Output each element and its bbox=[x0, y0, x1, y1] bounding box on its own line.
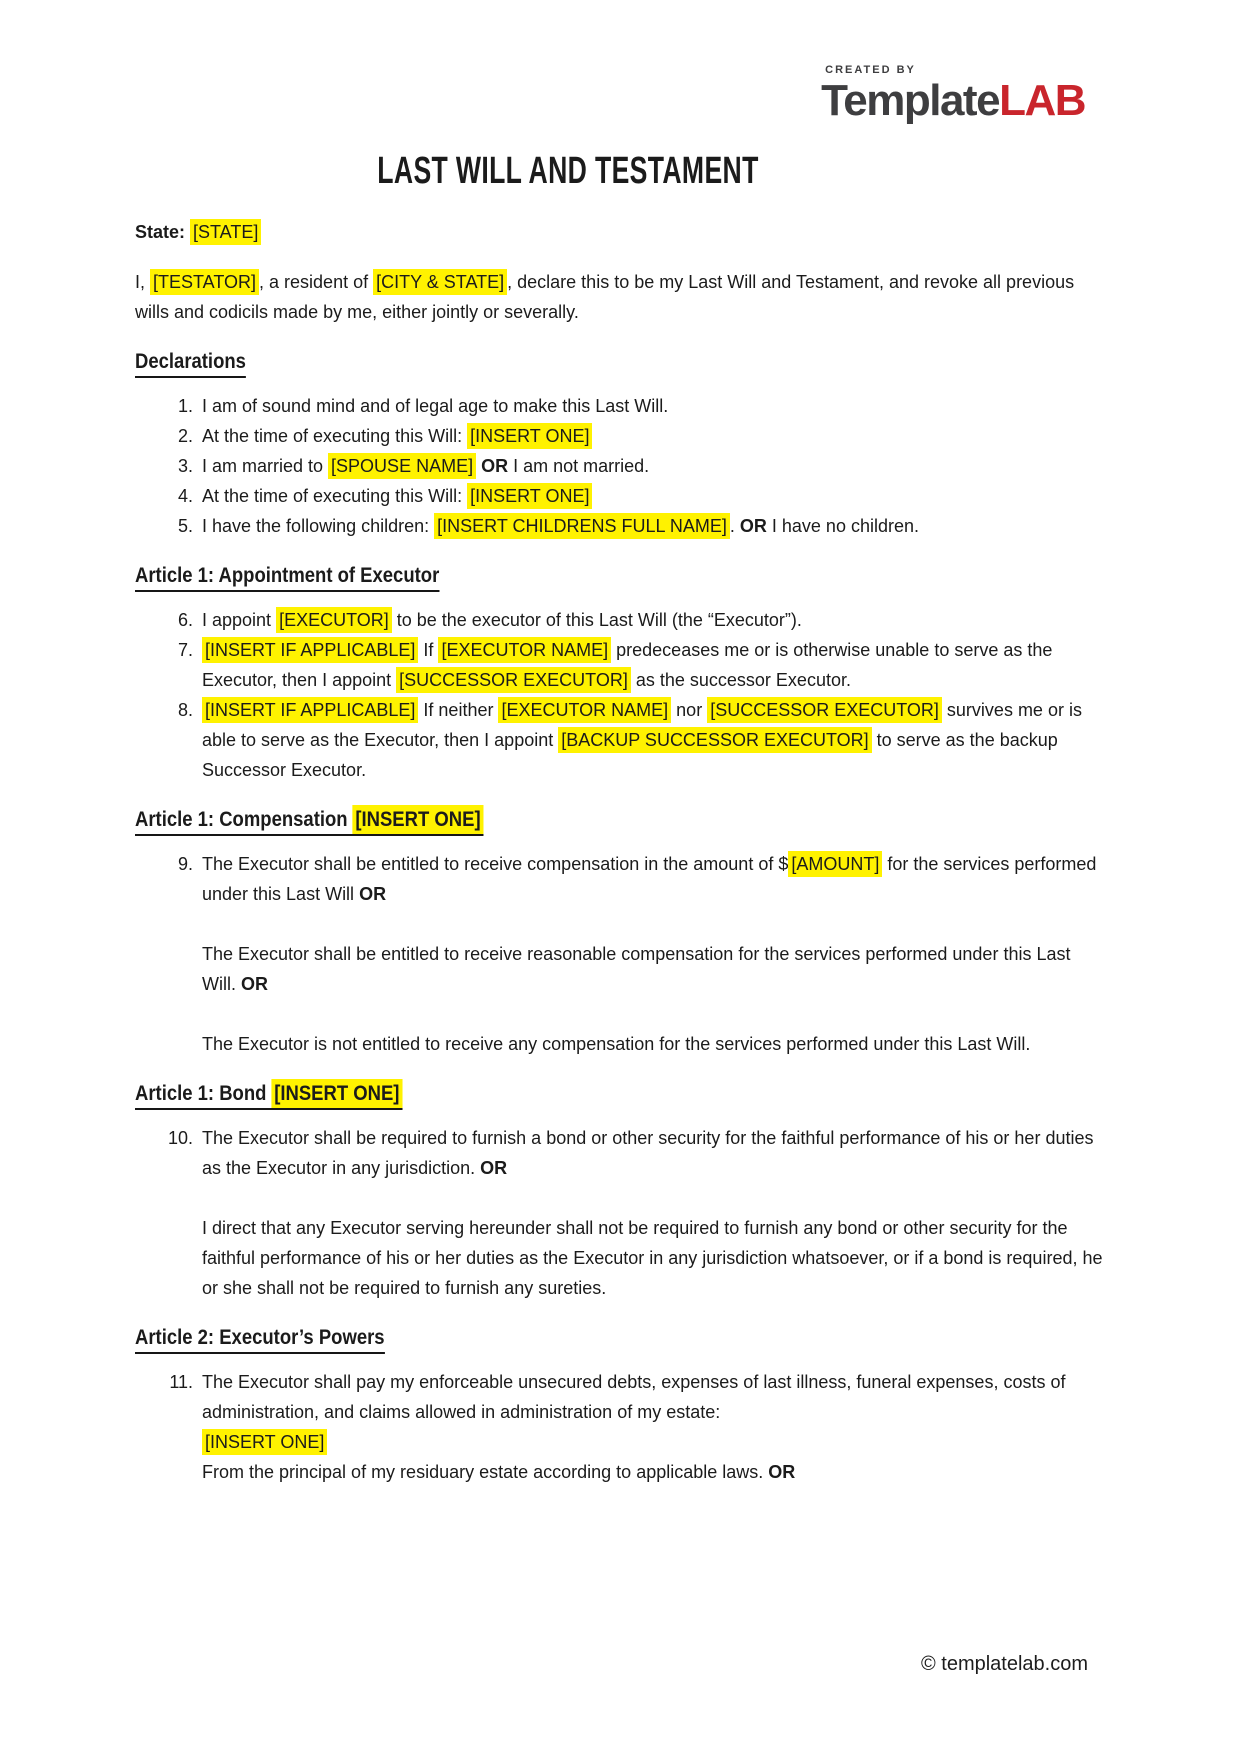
text-run: to be the executor of this Last Will (the “Executor”). bbox=[391, 610, 802, 630]
list-item-text bbox=[202, 1123, 1105, 1183]
placeholder-amount[interactable]: [AMOUNT] bbox=[788, 851, 882, 877]
copyright-text: © templatelab.com bbox=[920, 1653, 1088, 1675]
text-run: Article 1: Appointment of Executor bbox=[135, 564, 440, 587]
bond-item-10 bbox=[135, 1123, 1105, 1183]
heading-text bbox=[135, 1326, 385, 1354]
declaration-item-2 bbox=[135, 421, 1105, 451]
heading-text bbox=[135, 1082, 402, 1110]
compensation-option-2 bbox=[202, 939, 1105, 999]
list-number: 9. bbox=[177, 854, 193, 874]
declaration-item-1 bbox=[135, 391, 1105, 421]
text-run: as the successor Executor. bbox=[630, 670, 851, 690]
heading-article1-executor bbox=[135, 561, 989, 591]
text-run: I am of sound mind and of legal age to make this Last Will. bbox=[202, 396, 669, 416]
bond-option-2 bbox=[202, 1213, 1105, 1303]
text-run: State: bbox=[135, 222, 191, 242]
placeholder-insert-one[interactable]: [INSERT ONE] bbox=[202, 1429, 327, 1455]
list-item-text bbox=[202, 695, 1105, 785]
text-run: for the services performed under this Last Will bbox=[202, 854, 1097, 904]
text-run: OR bbox=[481, 456, 509, 476]
list-item-text bbox=[202, 849, 1105, 909]
page-title: LAST WILL AND TESTAMENT bbox=[377, 150, 759, 192]
placeholder-executor-name[interactable]: [EXECUTOR NAME] bbox=[438, 637, 611, 663]
text-run: If neither bbox=[418, 700, 499, 720]
text-run: I am not married. bbox=[508, 456, 650, 476]
text-run: Article 1: Compensation bbox=[135, 808, 353, 831]
placeholder-backup-successor-executor[interactable]: [BACKUP SUCCESSOR EXECUTOR] bbox=[558, 727, 871, 753]
text-run: OR bbox=[480, 1158, 508, 1178]
text-run: Declarations bbox=[135, 350, 246, 373]
brand-name bbox=[821, 76, 1085, 125]
list-item-text bbox=[202, 481, 1105, 511]
text-run: nor bbox=[671, 700, 708, 720]
executor-item-8 bbox=[135, 695, 1105, 785]
created-by-label: CREATED BY bbox=[825, 64, 916, 76]
text-run: If bbox=[418, 640, 439, 660]
text-run: I have no children. bbox=[766, 516, 919, 536]
text-run: The Executor shall be entitled to receive reasonable compensation for the services performed under this Last Will. bbox=[202, 944, 1071, 994]
list-number: 2. bbox=[177, 426, 193, 446]
placeholder-insert-one[interactable]: [INSERT ONE] bbox=[353, 805, 484, 834]
list-item-text bbox=[202, 605, 1105, 635]
list-item-text bbox=[202, 391, 1105, 421]
text-run: I have the following children: bbox=[202, 516, 435, 536]
text-run: The Executor is not entitled to receive any compensation for the services performed under this Last Will. bbox=[202, 1034, 1031, 1054]
text-run: At the time of executing this Will: bbox=[202, 426, 468, 446]
placeholder-executor[interactable]: [EXECUTOR] bbox=[276, 607, 392, 633]
text-run: The Executor shall be required to furnish a bond or other security for the faithful performance of his or her duties as the Executor in any jurisdiction. bbox=[202, 1128, 1094, 1178]
powers-item-11 bbox=[135, 1367, 1105, 1487]
text-run: I, bbox=[135, 272, 151, 292]
placeholder-successor-executor[interactable]: [SUCCESSOR EXECUTOR] bbox=[707, 697, 942, 723]
placeholder-executor-name[interactable]: [EXECUTOR NAME] bbox=[498, 697, 671, 723]
text-run: OR bbox=[768, 1462, 796, 1482]
text-run: The Executor shall be entitled to receive compensation in the amount of $ bbox=[202, 854, 789, 874]
placeholder-spouse-name[interactable]: [SPOUSE NAME] bbox=[328, 453, 476, 479]
text-run: , a resident of bbox=[259, 272, 374, 292]
intro-paragraph bbox=[135, 267, 1105, 327]
executor-item-7 bbox=[135, 635, 1105, 695]
placeholder-insert-if-applicable[interactable]: [INSERT IF APPLICABLE] bbox=[202, 697, 418, 723]
list-number: 1. bbox=[177, 396, 193, 416]
list-item-text bbox=[202, 511, 1105, 541]
text-run: Article 1: Bond bbox=[135, 1082, 272, 1105]
placeholder-city-state[interactable]: [CITY & STATE] bbox=[373, 269, 507, 295]
text-run: Article 2: Executor’s Powers bbox=[135, 1326, 385, 1349]
text-run: OR bbox=[739, 516, 767, 536]
placeholder-insert-childrens-full-name[interactable]: [INSERT CHILDRENS FULL NAME] bbox=[434, 513, 730, 539]
text-run: . bbox=[729, 516, 740, 536]
list-item-text bbox=[202, 1367, 1105, 1487]
text-run: I am married to bbox=[202, 456, 329, 476]
placeholder-insert-one[interactable]: [INSERT ONE] bbox=[467, 483, 592, 509]
placeholder-insert-one[interactable]: [INSERT ONE] bbox=[272, 1079, 403, 1108]
text-run: survives me or is able to serve as the Executor, then I appoint bbox=[202, 700, 1082, 750]
placeholder-insert-one[interactable]: [INSERT ONE] bbox=[467, 423, 592, 449]
heading-text bbox=[135, 808, 483, 836]
heading-article1-compensation bbox=[135, 805, 989, 835]
brand-logo bbox=[821, 64, 1085, 125]
list-item-text bbox=[202, 451, 1105, 481]
text-run: I direct that any Executor serving hereunder shall not be required to furnish any bond or other security for the faithful performance of his or her duties as the Executor in any jurisdiction whatsoever, or if a bond is required, he or she shall not be required to furnish any sureties. bbox=[202, 1218, 1103, 1298]
declaration-item-5 bbox=[135, 511, 1105, 541]
list-item-text bbox=[202, 421, 1105, 451]
state-line bbox=[135, 217, 1105, 247]
compensation-option-3 bbox=[202, 1029, 1105, 1059]
text-run: predeceases me or is otherwise unable to serve as the Executor, then I appoint bbox=[202, 640, 1053, 690]
list-number: 3. bbox=[177, 456, 193, 476]
placeholder-successor-executor[interactable]: [SUCCESSOR EXECUTOR] bbox=[396, 667, 631, 693]
declaration-item-3 bbox=[135, 451, 1105, 481]
list-number: 5. bbox=[177, 516, 193, 536]
heading-declarations bbox=[135, 347, 989, 377]
text-run: From the principal of my residuary estate according to applicable laws. bbox=[202, 1462, 769, 1482]
heading-text bbox=[135, 564, 439, 592]
brand-name-primary: Template bbox=[821, 76, 1000, 125]
heading-text bbox=[135, 350, 246, 378]
list-number: 7. bbox=[177, 640, 193, 660]
text-run: , declare this to be my Last Will and Testament, and revoke all previous wills and codicils made by me, either jointly or severally. bbox=[135, 272, 1075, 322]
placeholder-state[interactable]: [STATE] bbox=[190, 219, 261, 245]
document-body bbox=[135, 217, 1105, 1487]
list-number: 8. bbox=[177, 700, 193, 720]
list-number: 4. bbox=[177, 486, 193, 506]
executor-item-6 bbox=[135, 605, 1105, 635]
list-item-text bbox=[202, 635, 1105, 695]
placeholder-testator[interactable]: [TESTATOR] bbox=[150, 269, 259, 295]
text-run: to serve as the backup Successor Executor. bbox=[202, 730, 1058, 780]
text-run: OR bbox=[241, 974, 268, 994]
heading-article2-powers bbox=[135, 1323, 989, 1353]
text-run: At the time of executing this Will: bbox=[202, 486, 468, 506]
list-number: 6. bbox=[177, 610, 193, 630]
text-run: I appoint bbox=[202, 610, 277, 630]
declaration-item-4 bbox=[135, 481, 1105, 511]
text-run: OR bbox=[359, 884, 387, 904]
compensation-item-9 bbox=[135, 849, 1105, 909]
heading-article1-bond bbox=[135, 1079, 989, 1109]
list-number: 11. bbox=[169, 1372, 193, 1392]
placeholder-insert-if-applicable[interactable]: [INSERT IF APPLICABLE] bbox=[202, 637, 418, 663]
list-number: 10. bbox=[167, 1128, 193, 1148]
text-run: The Executor shall pay my enforceable unsecured debts, expenses of last illness, funeral expenses, costs of administration, and claims allowed in administration of my estate: bbox=[202, 1372, 1066, 1422]
brand-name-accent: LAB bbox=[999, 76, 1085, 125]
